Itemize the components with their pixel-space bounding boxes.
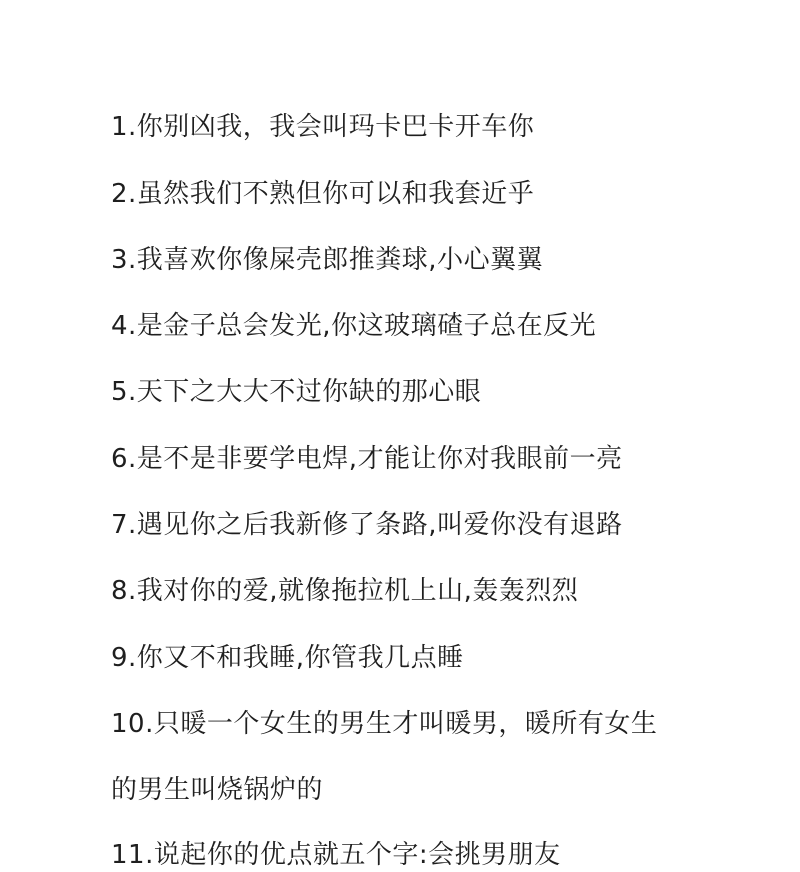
text-line-9: 9.你又不和我睡,你管我几点睡 (111, 643, 464, 673)
text-line-8: 8.我对你的爱,就像拖拉机上山,轰轰烈烈 (111, 576, 579, 606)
text-line-4: 4.是金子总会发光,你这玻璃碴子总在反光 (111, 311, 597, 341)
text-line-7: 7.遇见你之后我新修了条路,叫爱你没有退路 (111, 510, 623, 540)
text-line-11: 11.说起你的优点就五个字:会挑男朋友 (111, 840, 561, 870)
text-line-6: 6.是不是非要学电焊,才能让你对我眼前一亮 (111, 444, 623, 474)
text-line-1: 1.你别凶我，我会叫玛卡巴卡开车你 (111, 112, 535, 142)
text-line-10-continued: 的男生叫烧锅炉的 (111, 775, 324, 805)
text-line-5: 5.天下之大大不过你缺的那心眼 (111, 377, 482, 407)
text-line-10: 10.只暖一个女生的男生才叫暖男，暖所有女生 (111, 709, 658, 739)
text-line-3: 3.我喜欢你像屎壳郎推粪球,小心翼翼 (111, 245, 544, 275)
text-line-2: 2.虽然我们不熟但你可以和我套近乎 (111, 179, 535, 209)
